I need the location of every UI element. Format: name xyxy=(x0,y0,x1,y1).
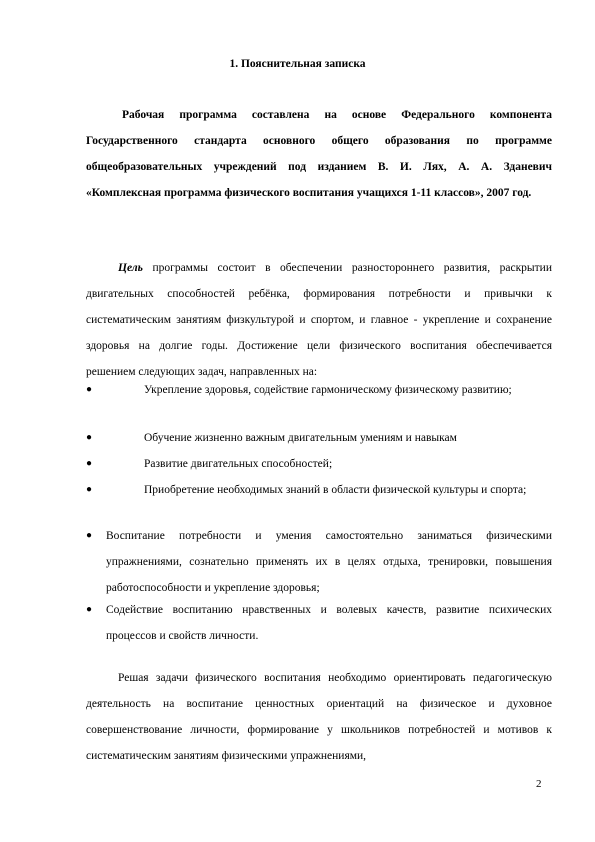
page-number: 2 xyxy=(536,778,542,790)
list-item xyxy=(86,425,552,451)
goal-paragraph xyxy=(86,255,552,385)
bullet-icon: ● xyxy=(86,530,93,541)
task-text: Укрепление здоровья, содействие гармоническому физическому развитию; xyxy=(144,384,512,396)
list-item xyxy=(86,377,552,403)
task-text: Содействие воспитанию нравственных и волевых качеств, развитие психических процессов и свойств личности. xyxy=(106,604,552,642)
bullet-icon: ● xyxy=(86,604,93,615)
bullet-icon: ● xyxy=(86,458,93,469)
task-text: Обучение жизненно важным двигательным умениям и навыкам xyxy=(144,432,457,444)
goal-text: программы состоит в обеспечении разностороннего развития, раскрытии двигательных способностей ребёнка, формирования потребности и привычки к систематическим занятиям физкультурой и спортом, и главное - укрепление и сохранение здоровья на долгие годы. Достижение цели физического воспитания обеспечивается решением следующих задач, направленных на: xyxy=(86,262,552,378)
bullet-icon: ● xyxy=(86,432,93,443)
task-text: Воспитание потребности и умения самостоятельно заниматься физическими упражнениями, сознательно применять их в целях отдыха, тренировки, повышения работоспособности и укрепление здоровья; xyxy=(106,530,552,594)
closing-paragraph: Решая задачи физического воспитания необходимо ориентировать педагогическую деятельность на воспитание ценностных ориентаций на физическое и духовное совершенствование личности, формирование у школьников потребностей и мотивов к систематическим занятиям физическими упражнениями, xyxy=(86,672,552,762)
task-text: Развитие двигательных способностей; xyxy=(144,458,333,470)
list-item xyxy=(86,597,552,649)
section-heading: 1. Пояснительная записка xyxy=(229,58,366,70)
list-item xyxy=(86,523,552,601)
list-item xyxy=(86,451,552,477)
list-item xyxy=(86,477,552,503)
bullet-icon: ● xyxy=(86,384,93,395)
task-text: Приобретение необходимых знаний в области физической культуры и спорта; xyxy=(144,484,527,496)
bullet-icon: ● xyxy=(86,484,93,495)
intro-paragraph: Рабочая программа составлена на основе Федерального компонента Государственного стандарта основного общего образования по программе общеобразовательных учреждений под изданием В. И. Лях, А. А. Зданевич «Комплексная программа физического воспитания учащихся 1-11 классов», 2007 год. xyxy=(86,109,552,199)
goal-word: Цель xyxy=(118,262,143,274)
